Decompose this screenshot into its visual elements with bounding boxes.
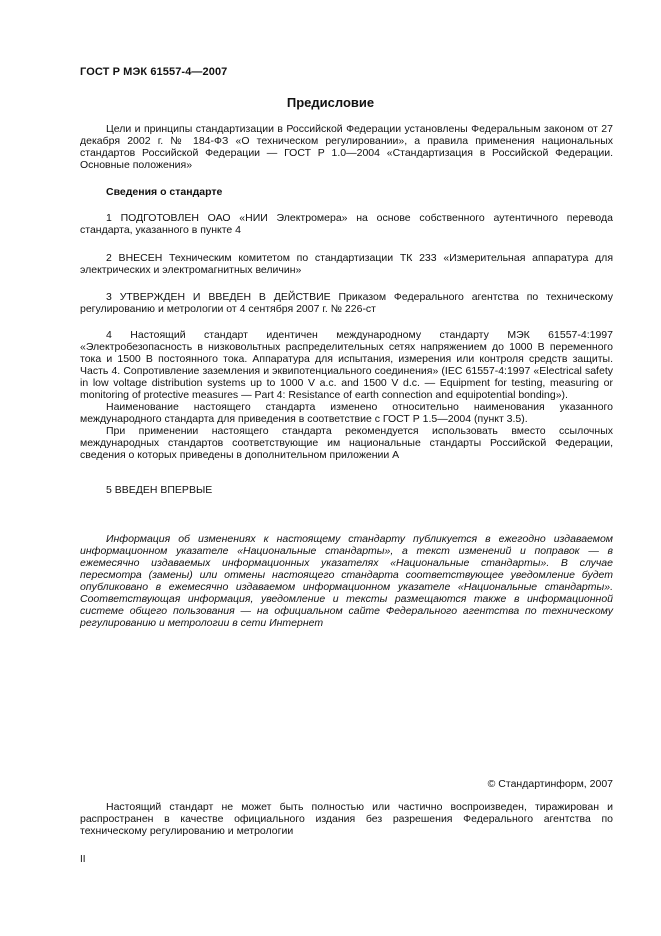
item-1-paragraph: 1 ПОДГОТОВЛЕН ОАО «НИИ Электромера» на основе собственного аутентичного перевода стандарта, указанного в пункте 4 [80, 212, 613, 236]
rights-notice-paragraph: Настоящий стандарт не может быть полностью или частично воспроизведен, тиражирован и распространен в качестве официального издания без разрешения Федерального агентства по техническому регулированию и метрологии [80, 801, 613, 837]
section-title: Сведения о стандарте [106, 186, 223, 198]
item-5-paragraph: 5 ВВЕДЕН ВПЕРВЫЕ [106, 484, 213, 496]
item-3-block [80, 291, 613, 315]
copyright-line: © Стандартинформ, 2007 [487, 778, 613, 790]
rights-notice-block [80, 801, 613, 837]
info-notice-paragraph: Информация об изменениях к настоящему стандарту публикуется в ежегодно издаваемом информационном указателе «Национальные стандарты», а текст изменений и поправок — в ежемесячно издаваемых информационных указателях «Национальные стандарты». В случае пересмотра (замены) или отмены настоящего стандарта соответствующее уведомление будет опубликовано в ежемесячно издаваемом информационном указателе «Национальные стандарты». Соответствующая информация, уведомление и тексты размещаются также в информационной системе общего пользования — на официальном сайте Федерального агентства по техническому регулированию и метрологии в сети Интернет [80, 533, 613, 629]
page-title: Предисловие [286, 95, 375, 110]
intro-paragraph: Цели и принципы стандартизации в Российской Федерации установлены Федеральным законом от 27 декабря 2002 г. № 184-ФЗ «О техническом регулировании», а правила применения национальных стандартов Российской Федерации — ГОСТ Р 1.0—2004 «Стандартизация в Российской Федерации. Основные положения» [80, 123, 613, 171]
document-header: ГОСТ Р МЭК 61557-4—2007 [80, 66, 228, 78]
page-number: II [80, 854, 86, 865]
item-4-block [80, 329, 613, 461]
item-4-name-note: Наименование настоящего стандарта изменено относительно наименования указанного международного стандарта для приведения в соответствие с ГОСТ Р 1.5—2004 (пункт 3.5). [80, 401, 613, 425]
item-3-paragraph: 3 УТВЕРЖДЕН И ВВЕДЕН В ДЕЙСТВИЕ Приказом Федерального агентства по техническому регулированию и метрологии от 4 сентября 2007 г. № 226-ст [80, 291, 613, 315]
item-1-block [80, 212, 613, 236]
item-2-paragraph: 2 ВНЕСЕН Техническим комитетом по стандартизации ТК 233 «Измерительная аппаратура для электрических и электромагнитных величин» [80, 252, 613, 276]
item-4-application-note: При применении настоящего стандарта рекомендуется использовать вместо ссылочных международных стандартов соответствующие им национальные стандарты Российской Федерации, сведения о которых приведены в дополнительном приложении А [80, 425, 613, 461]
item-4-paragraph: 4 Настоящий стандарт идентичен международному стандарту МЭК 61557-4:1997 «Электробезопасность в низковольтных распределительных сетях напряжением до 1000 В переменного тока и 1500 В постоянного тока. Аппаратура для испытания, измерения или контроля средств защиты. Часть 4. Сопротивление заземления и эквипотенциального соединения» (IEC 61557-4:1997 «Electrical safety in low voltage distribution systems up to 1000 V a.c. and 1500 V d.c. — Equipment for testing, measuring or monitoring of protective measures — Part 4: Resistance of earth connection and equipotential bonding»). [80, 329, 613, 401]
intro-block [80, 123, 613, 171]
item-2-block [80, 252, 613, 276]
item-5-block [80, 484, 613, 496]
info-notice-block [80, 533, 613, 629]
